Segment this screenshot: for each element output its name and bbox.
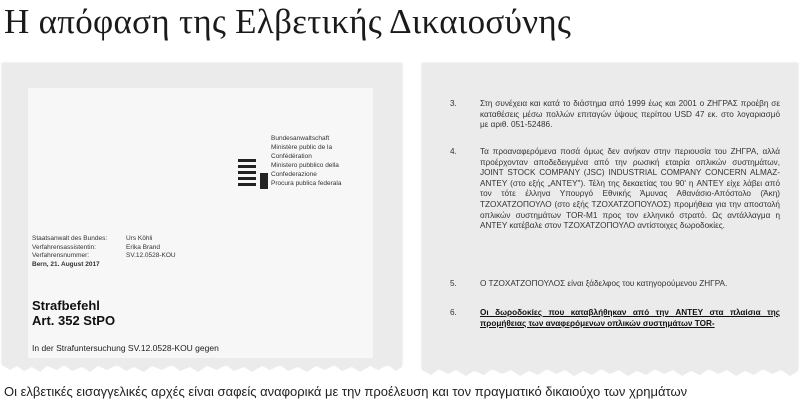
paragraph-text: Στη συνέχεια και κατά το διάστημα από 1999 έως και 2001 ο ΖΗΓΡΑΣ προέβη σε καταθέσεις μέσω πολλών επιταγών ύψους περίπου USD 47 εκ. στο λογαριασμό με αριθ. 051-52486. — [480, 99, 780, 130]
authority-line: Bundesanwaltschaft — [271, 135, 330, 142]
paragraph — [450, 308, 780, 329]
document-title — [32, 298, 115, 328]
paragraph-text: Οι δωροδοκίες που καταβλήθηκαν από την ANTEY στα πλαίσια της προμήθειας των αναφερόμενων οπλικών συστημάτων TOR- — [480, 308, 780, 328]
torn-edge-bottom — [2, 361, 402, 373]
swiss-federal-prosecutor-logo — [238, 159, 268, 189]
meta-labels — [32, 235, 107, 269]
authority-line: Ministero pubblico della Confederazione — [271, 162, 339, 178]
court-document-scan-right — [422, 63, 798, 369]
meta-values — [126, 235, 176, 261]
authority-line: Ministère public de la Confédération — [271, 144, 333, 160]
document-title-line: Art. 352 StPO — [32, 313, 116, 328]
meta-value: Erika Brand — [126, 243, 160, 251]
paragraph — [450, 99, 780, 131]
caption: Οι ελβετικές εισαγγελικές αρχές είναι σαφείς αναφορικά με την προέλευση και τον πραγματικό δικαιούχο των χρημάτων — [4, 384, 688, 399]
meta-value: SV.12.0528-KOU — [126, 252, 176, 260]
document-title-line: Strafbefehl — [32, 298, 100, 313]
paragraph — [450, 279, 780, 290]
paragraph-text: Ο ΤΖΟΧΑΤΖΟΠΟΥΛΟΣ είναι ξάδελφος του κατηγορούμενου ΖΗΓΡΑ. — [480, 279, 728, 288]
authority-block — [271, 134, 373, 188]
document-page — [28, 88, 373, 358]
paragraph-number: 6. — [450, 308, 457, 317]
torn-edge-bottom — [422, 365, 798, 377]
document-date: Bern, 21. August 2017 — [32, 260, 100, 268]
meta-value: Urs Köhli — [126, 235, 153, 242]
document-subtitle: In der Strafuntersuchung SV.12.0528-KOU gegen — [32, 343, 219, 353]
paragraph-number: 5. — [450, 279, 457, 288]
paragraph-number: 3. — [450, 99, 457, 108]
meta-label: Verfahrensnummer: — [32, 252, 90, 260]
meta-label: Verfahrensassistentin: — [32, 243, 96, 251]
court-document-scan-left — [2, 63, 402, 365]
paragraph-number: 4. — [450, 147, 457, 156]
authority-line: Procura publica federala — [271, 180, 342, 187]
meta-label: Staatsanwalt des Bundes: — [32, 235, 108, 242]
headline: Η απόφαση της Ελβετικής Δικαιοσύνης — [4, 2, 572, 41]
paragraph-text: Τα προαναφερόμενα ποσά όμως δεν ανήκαν στην περιουσία του ΖΗΓΡΑ, αλλά προέρχονταν αποδεδειγμένα από την ρωσική εταιρία οπλικών συστημάτων, JOINT STOCK COMPANY (JSC) INDUSTRIAL COMPANY CONCERN ALMAZ-ANTEY (στο εξής „ANTEY"). Τέλη της δεκαετίας του 90' η ANTEY είχε λάβει από τον τότε έλληνα Υπουργό Εθνικής Άμυνας Αθανάσιο-Απόστολο (Άκη) ΤΖΟΧΑΤΖΟΠΟΥΛΟ (στο εξής ΤΖΟΧΑΤΖΟΠΟΥΛΟΣ) προμήθεια για την αποστολή οπλικών συστημάτων TOR-M1 προς τον ελληνικό στρατό. Ως αντάλλαγμα η ANTEY κατέβαλε στον ΤΖΟΧΑΤΖΟΠΟΥΛΟ αντίστοιχες δωροδοκίες. — [480, 147, 780, 231]
paragraph — [450, 147, 780, 232]
